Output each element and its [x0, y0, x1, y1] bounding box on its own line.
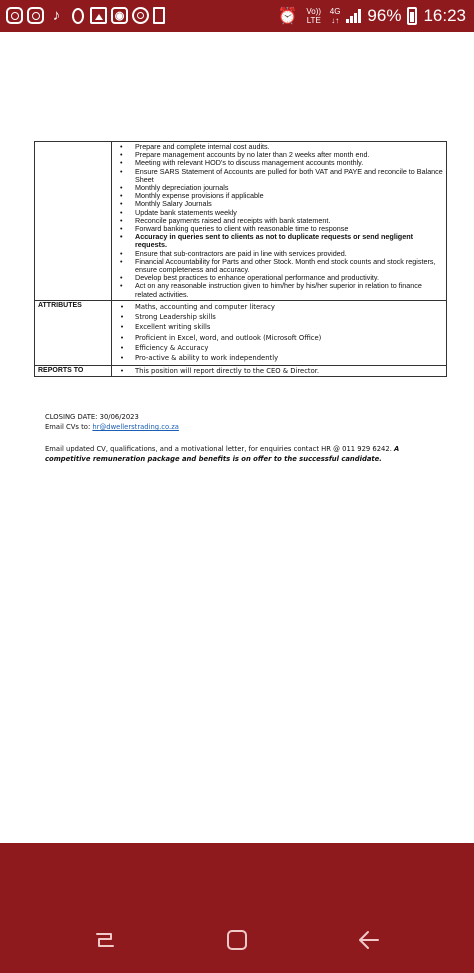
list-item: • Prepare and complete internal cost audits. [135, 143, 443, 151]
remuneration-note: A competitive remuneration package and benefits is on offer to the successful candidate. [45, 445, 400, 463]
document-image [0, 32, 474, 843]
list-item: • Pro-active & ability to work independently [135, 353, 443, 363]
duties-label-cell [35, 142, 112, 301]
opera-icon [69, 7, 86, 24]
attributes-list [115, 302, 443, 364]
tiktok-icon: ♪ [52, 7, 61, 24]
list-item: • Act on any reasonable instruction given to him/her by his/her superior in relation to finance related activities. [135, 282, 443, 298]
home-button[interactable] [225, 928, 249, 952]
closing-date-line [45, 412, 179, 422]
chrome-icon [132, 7, 149, 24]
navigation-bar [0, 843, 474, 973]
list-item: • Forward banking queries to client with reasonable time to response [135, 225, 443, 233]
back-button[interactable] [357, 928, 381, 952]
list-item: • Proficient in Excel, word, and outlook (Microsoft Office) [135, 333, 443, 343]
battery-percent: 96% [367, 6, 402, 25]
application-note [45, 444, 425, 464]
battery-icon [407, 7, 417, 25]
list-item: • Excellent writing skills [135, 322, 443, 332]
list-item: • Accuracy in queries sent to clients as not to duplicate requests or send negligent requests. [135, 233, 443, 249]
email-line [45, 422, 179, 432]
list-item: • Update bank statements weekly [135, 209, 443, 217]
email-cv-label: Email CVs to: [45, 423, 91, 431]
attributes-label: ATTRIBUTES [35, 300, 112, 365]
reports-row [35, 365, 447, 376]
closing-date: 30/06/2023 [99, 413, 139, 421]
status-right [278, 6, 466, 26]
closing-info [45, 412, 179, 432]
list-item: • Monthly Salary Journals [135, 200, 443, 208]
list-item: • This position will report directly to the CEO & Director. [135, 367, 443, 375]
list-item: • Develop best practices to enhance operational performance and productivity. [135, 274, 443, 282]
list-item: • Monthly depreciation journals [135, 184, 443, 192]
list-item: • Monthly expense provisions if applicable [135, 192, 443, 200]
email-link[interactable]: hr@dwellerstrading.co.za [92, 423, 179, 431]
volte-indicator: Vo)) LTE [306, 7, 322, 25]
clock: 16:23 [423, 6, 466, 25]
email-instructions: Email updated CV, qualifications, and a motivational letter, for enquiries contact HR @ 011 929 6242. [45, 445, 392, 453]
signal-icon [346, 9, 361, 23]
list-item: • Financial Accountability for Parts and other Stock. Month end stock counts and stock registers, ensure completeness and accuracy. [135, 258, 443, 274]
notification-icons [6, 7, 165, 24]
attributes-row [35, 300, 447, 365]
duties-cell [112, 142, 447, 301]
list-item: • Maths, accounting and computer literacy [135, 302, 443, 312]
sim-icon [153, 7, 165, 24]
network-label: 4G [329, 7, 341, 16]
attributes-cell [112, 300, 447, 365]
job-table [34, 141, 447, 377]
instagram-icon [27, 7, 44, 24]
wifi-hotspot-icon: ◉ [111, 7, 128, 24]
list-item: • Ensure SARS Statement of Accounts are pulled for both VAT and PAYE and reconcile to Balance Sheet [135, 168, 443, 184]
list-item: • Ensure that sub-contractors are paid in line with services provided. [135, 250, 443, 258]
reports-list [115, 367, 443, 375]
list-item: • Meeting with relevant HOD’s to discuss management accounts monthly. [135, 159, 443, 167]
reports-cell [112, 365, 447, 376]
instagram-icon [6, 7, 23, 24]
recent-apps-button[interactable] [93, 928, 117, 952]
duties-list [115, 143, 443, 299]
alarm-icon: ⏰ [277, 8, 298, 25]
status-bar [0, 0, 474, 32]
list-item: • Prepare management accounts by no later than 2 weeks after month end. [135, 151, 443, 159]
list-item: • Reconcile payments raised and receipts with bank statement. [135, 217, 443, 225]
reports-label: REPORTS TO [35, 365, 112, 376]
list-item: • Strong Leadership skills [135, 312, 443, 322]
duties-row [35, 142, 447, 301]
list-item: • Efficiency & Accuracy [135, 343, 443, 353]
network-type: 4G ↓↑ [329, 7, 341, 25]
closing-date-label: CLOSING DATE: [45, 413, 98, 421]
gallery-icon [90, 7, 107, 24]
